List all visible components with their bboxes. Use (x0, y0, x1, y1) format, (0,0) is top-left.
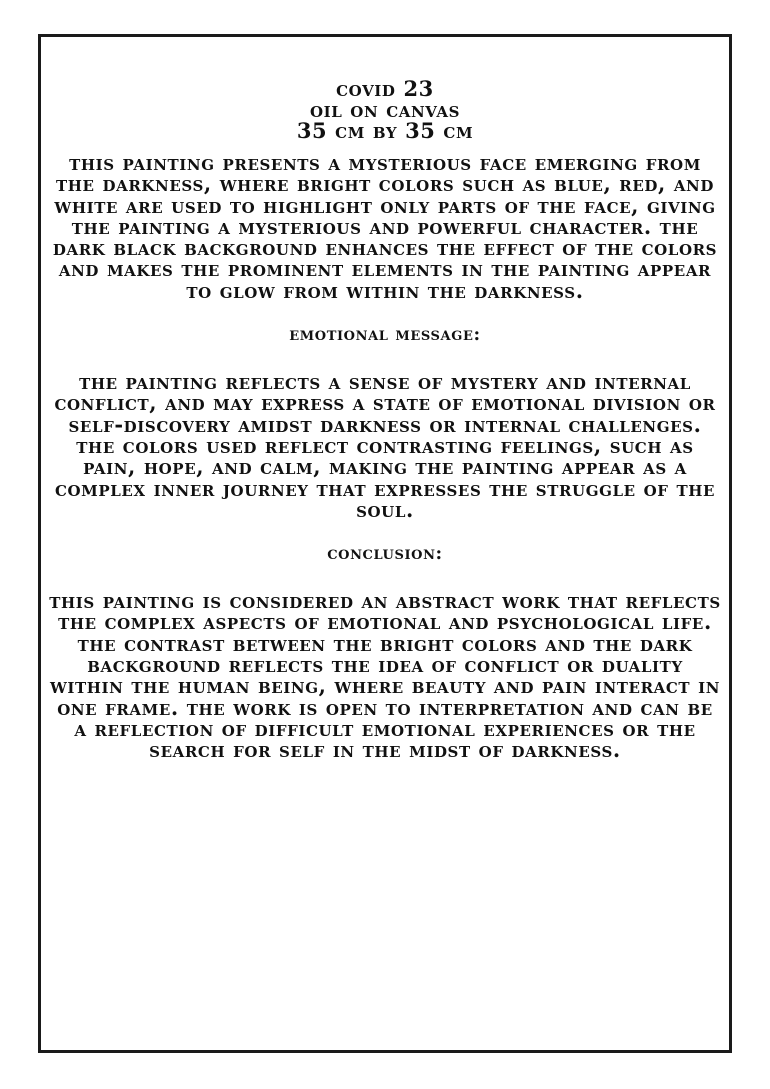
document-body (44, 78, 726, 761)
description-paragraph: this painting presents a mysterious face emerging from the darkness, where bright colors such as blue, red, and white are used to highlight only parts of the face, giving the painting a mysterious and powerful character. the dark black background enhances the effect of the colors and makes the prominent elements in the painting appear to glow from within the darkness. (52, 150, 718, 303)
emotional-message-paragraph: the painting reflects a sense of mystery and internal conflict, and may express a state of emotional division or self-discovery amidst darkness or internal challenges. the colors used reflect contrasting feelings, such as pain, hope, and calm, making the painting appear as a complex inner journey that expresses the struggle of the soul. (54, 369, 716, 522)
artwork-dimensions: 35 cm by 35 cm (296, 118, 474, 143)
artwork-header (44, 78, 726, 141)
conclusion-paragraph: this painting is considered an abstract work that reflects the complex aspects of emotional and psychological life. the contrast between the bright colors and the dark background reflects the idea of conflict or duality within the human being, where beauty and pain interact in one frame. the work is open to interpretation and can be a reflection of difficult emotional experiences or the search for self in the midst of darkness. (49, 588, 721, 763)
artwork-title: covid 23 (336, 76, 434, 101)
conclusion-heading: conclusion: (327, 543, 443, 565)
emotional-message-heading: emotional message: (289, 324, 481, 346)
artwork-medium: oil on canvas (309, 97, 461, 122)
